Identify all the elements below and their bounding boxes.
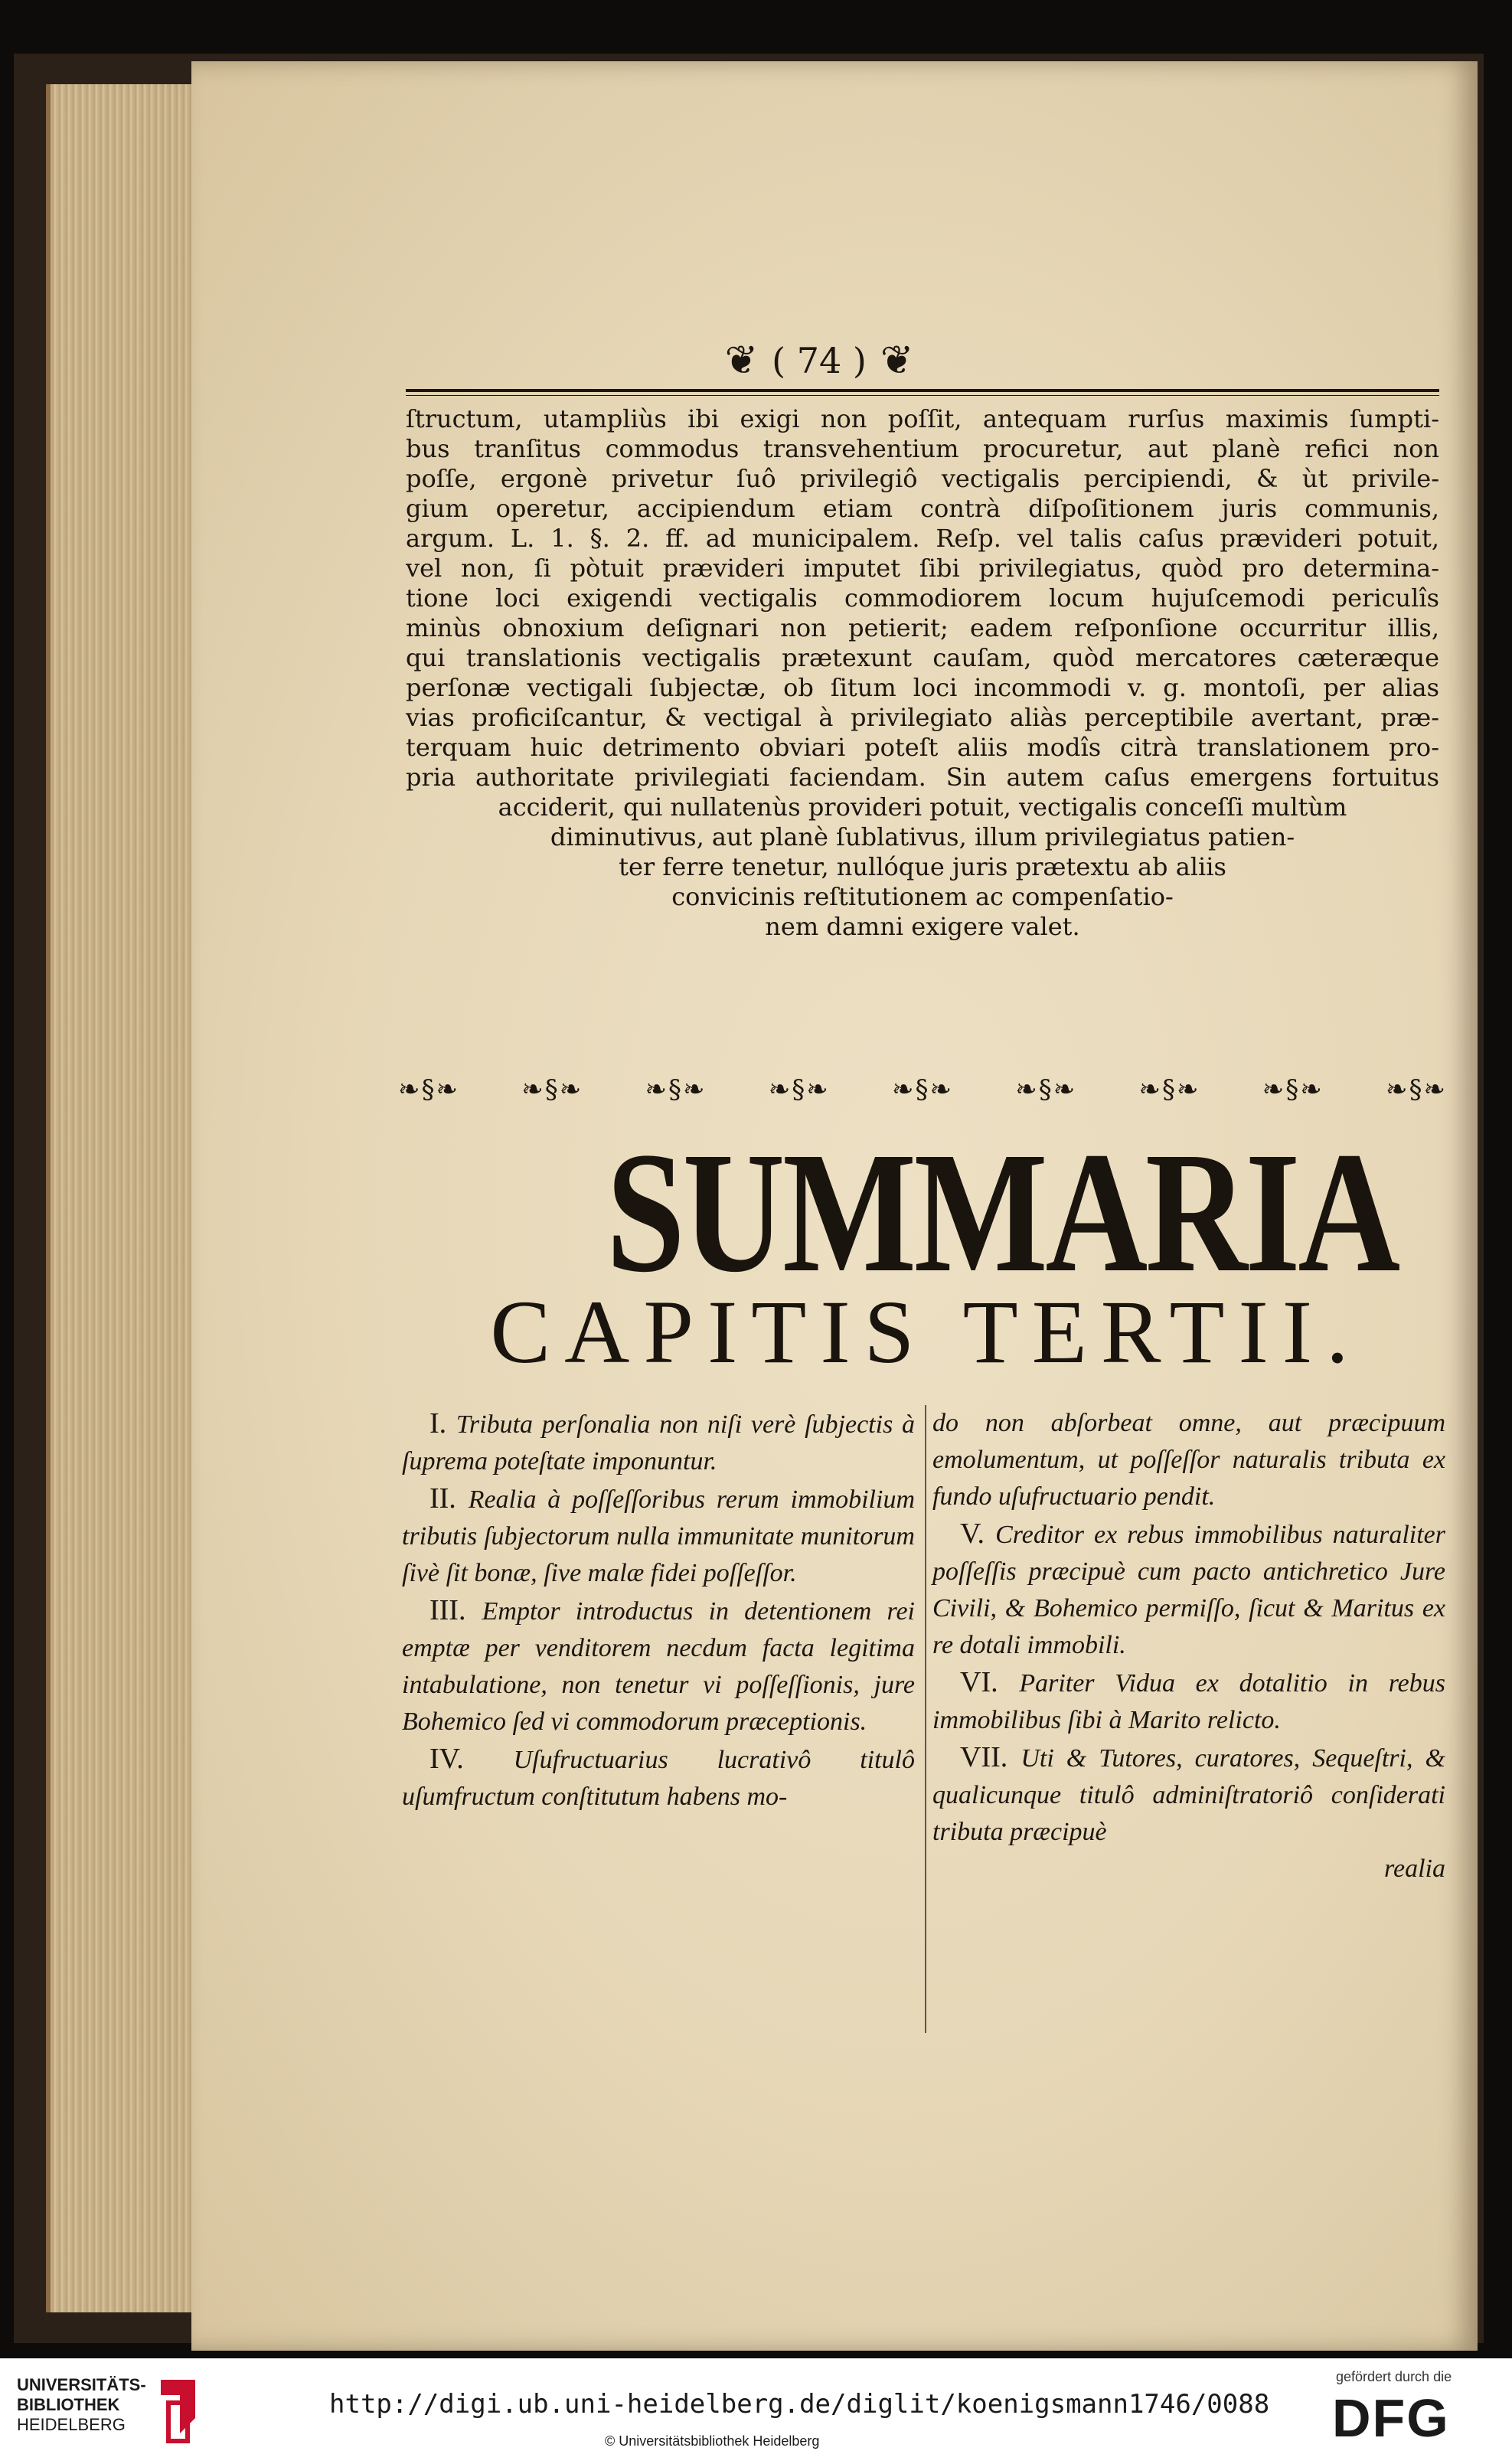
summary-item	[932, 1405, 1445, 1515]
summary-item-text: do non abſorbeat omne, aut præcipuum emolumentum, ut poſſeſſor naturalis tributa ex fundo uſufructuario pendit.	[932, 1409, 1445, 1511]
library-name-1: UNIVERSITÄTS-	[17, 2375, 146, 2394]
footer-bar	[0, 2358, 1512, 2464]
header-rule-thin	[406, 395, 1439, 396]
summary-item-text: Tributa perſonalia non niſi verè ſubjectis à ſuprema poteſtate imponuntur.	[402, 1410, 916, 1475]
ornament-divider	[398, 1070, 1447, 1109]
summary-item-text: Emptor introductus in detentionem rei emptæ per venditorem necdum facta legitima intabulatione, non tenetur vi poſſeſſionis, jure Bohemico ſed vi commodorum præceptionis.	[402, 1597, 915, 1736]
copyright-text: © Universitätsbibliothek Heidelberg	[605, 2433, 820, 2449]
summary-subtitle: CAPITIS TERTII.	[490, 1282, 1363, 1382]
column-divider	[925, 1405, 926, 2033]
summary-right-column	[932, 1405, 1445, 1887]
left-fleuron-icon: ❦	[724, 338, 759, 384]
library-name-2: BIBLIOTHEK	[17, 2395, 120, 2414]
body-taper-line: acciderit, qui nullatenùs provideri potuit, vectigalis conceſſi multùm	[498, 792, 1347, 822]
body-taper-line: nem damni exigere valet.	[765, 912, 1080, 941]
summary-item	[932, 1515, 1445, 1664]
ornament-unit-icon: ❧§❧	[398, 1074, 459, 1105]
summary-item	[932, 1739, 1445, 1851]
ornament-unit-icon: ❧§❧	[1015, 1074, 1077, 1105]
summary-item-number: V.	[960, 1518, 996, 1550]
library-logo-text[interactable]	[17, 2375, 146, 2435]
body-line: gium operetur, accipiendum etiam contrà diſpoſitionem juris communis,	[406, 494, 1439, 523]
summary-item-number: I.	[429, 1407, 456, 1440]
library-name-3: HEIDELBERG	[17, 2415, 126, 2434]
funder-label: gefördert durch die	[1336, 2369, 1452, 2384]
body-taper-line: ter ferre tenetur, nullóque juris prætextu ab aliis	[619, 852, 1226, 881]
summary-item-text: Realia à poſſeſſoribus rerum immobilium tributis ſubjectorum nulla immunitate munitorum ſivè ſit bonæ, ſive malæ fidei poſſeſſor.	[402, 1485, 915, 1587]
summary-item	[932, 1664, 1445, 1739]
body-line: poſſe, ergonè privetur ſuô privilegiô vectigalis percipiendi, & ùt privile-	[406, 464, 1439, 493]
catchword: realia	[1384, 1855, 1445, 1883]
permalink-url[interactable]: http://digi.ub.uni-heidelberg.de/diglit/koenigsmann1746/0088	[329, 2389, 1270, 2420]
body-line: vel non, ſi pòtuit prævideri imputet ſibi privilegiatus, quòd pro determina-	[406, 554, 1439, 583]
summary-item-number: VI.	[960, 1666, 1020, 1698]
body-line: pria authoritate privilegiati faciendam. Sin autem caſus emergens fortuitus	[406, 763, 1439, 792]
body-line: vias proficiſcantur, & vectigal à privilegiato aliàs perceptibile avertant, præ-	[406, 703, 1439, 732]
summary-item-number: IV.	[429, 1743, 514, 1775]
body-line: ſtructum, utampliùs ibi exigi non poſſit, antequam rurſus maximis ſumpti-	[406, 404, 1439, 433]
ornament-unit-icon: ❧§❧	[768, 1074, 830, 1105]
summary-item-number: VII.	[960, 1741, 1021, 1773]
dfg-logo[interactable]: DFG	[1332, 2388, 1450, 2448]
right-fleuron-icon: ❦	[880, 338, 914, 384]
body-line: perſonæ vectigali ſubjectæ, ob ſitum loci incommodi v. g. montoſi, per alias	[406, 673, 1439, 702]
summary-item-number: II.	[429, 1482, 469, 1515]
summary-item	[402, 1480, 915, 1592]
summary-item-number: III.	[429, 1594, 482, 1626]
ornament-unit-icon: ❧§❧	[645, 1074, 707, 1105]
library-logo-icon	[153, 2372, 207, 2449]
body-line: terquam huic detrimento obviari poteſt aliis modîs citrà translationem pro-	[406, 733, 1439, 762]
summary-item	[402, 1405, 915, 1480]
summary-item-text: Uti & Tutores, curatores, Sequeſtri, & qualicunque titulô adminiſtratoriô conſiderati tributa præcipuè	[932, 1744, 1445, 1846]
ornament-unit-icon: ❧§❧	[892, 1074, 953, 1105]
page-number: ( 74 )	[772, 340, 867, 381]
summary-item	[402, 1592, 915, 1740]
summary-title: SUMMARIA	[606, 1116, 1398, 1308]
body-taper-line: diminutivus, aut planè ſublativus, illum privilegiatus patien-	[550, 822, 1295, 851]
summary-left-column	[402, 1405, 915, 1815]
page-header	[528, 334, 1110, 387]
header-rule	[406, 389, 1439, 392]
ornament-unit-icon: ❧§❧	[521, 1074, 583, 1105]
body-line: tione loci exigendi vectigalis commodiorem locum hujuſcemodi periculîs	[406, 583, 1439, 613]
summary-item-text: Pariter Vidua ex dotalitio in rebus immobilibus ſibi à Marito relicto.	[932, 1669, 1445, 1734]
body-taper-line: convicinis reſtitutionem ac compenſatio-	[671, 882, 1174, 911]
ornament-unit-icon: ❧§❧	[1138, 1074, 1200, 1105]
body-line: minùs obnoxium deſignari non petierit; eadem reſponſione occurritur illis,	[406, 613, 1439, 642]
body-line: bus tranſitus commodus transvehentium procuretur, aut planè refici non	[406, 434, 1439, 463]
summary-item	[402, 1740, 915, 1815]
summary-item-text: Uſufructuarius lucrativô titulô uſumfructum conſtitutum habens mo-	[402, 1746, 915, 1811]
ornament-unit-icon: ❧§❧	[1386, 1074, 1447, 1105]
body-line: qui translationis vectigalis prætexunt cauſam, quòd mercatores cæteræque	[406, 643, 1439, 672]
summary-item-text: Creditor ex rebus immobilibus naturaliter poſſeſſis præcipuè cum pacto antichretico Jure Civili, & Bohemico permiſſo, ſicut & Maritus ex re dotali immobili.	[932, 1521, 1445, 1659]
body-line: argum. L. 1. §. 2. ff. ad municipalem. Reſp. vel talis caſus prævideri potuit,	[406, 524, 1439, 553]
ornament-unit-icon: ❧§❧	[1262, 1074, 1324, 1105]
